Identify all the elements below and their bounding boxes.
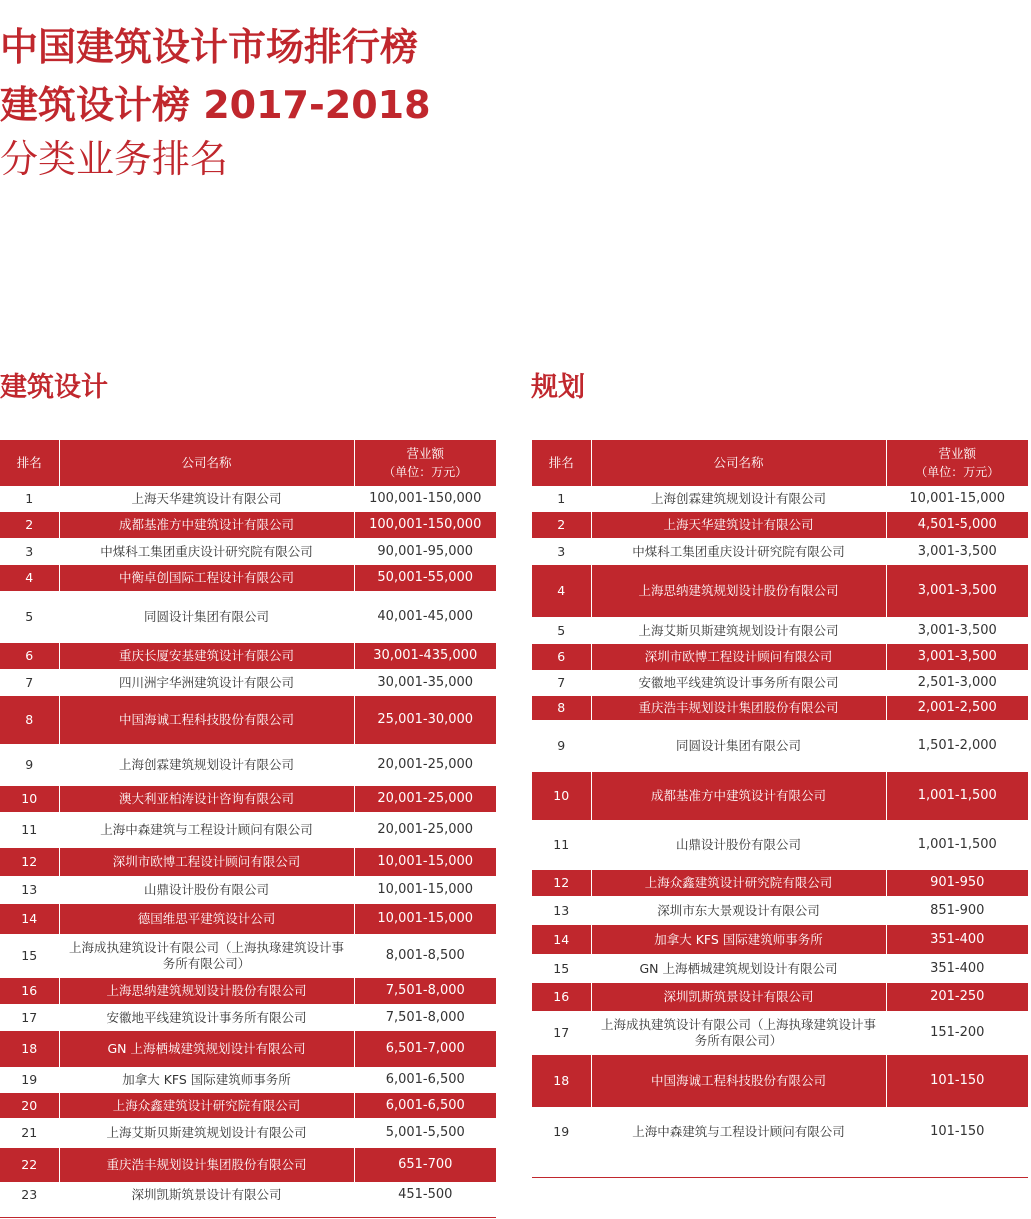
- architecture-ranking-table: [0, 440, 496, 1207]
- table-row: [0, 848, 496, 876]
- table-row: [0, 1182, 496, 1207]
- rank-cell: 23: [0, 1182, 59, 1207]
- revenue-cell: 1,001-1,500: [886, 772, 1028, 820]
- rank-cell: 14: [0, 904, 59, 934]
- revenue-cell: 3,001-3,500: [886, 644, 1028, 670]
- revenue-cell: 351-400: [886, 925, 1028, 954]
- rank-cell: 19: [532, 1107, 591, 1157]
- planning-ranking-table: [532, 440, 1028, 1157]
- revenue-cell: 201-250: [886, 983, 1028, 1011]
- company-cell: 上海创霖建筑规划设计有限公司: [591, 486, 886, 512]
- company-cell: 深圳市欧博工程设计顾问有限公司: [591, 644, 886, 670]
- revenue-cell: 351-400: [930, 960, 985, 976]
- revenue-cell: 6,001-6,500: [385, 1072, 465, 1087]
- table-row: [532, 538, 1028, 565]
- rank-column-header: 排名: [0, 440, 59, 486]
- rank-cell: 2: [0, 512, 59, 538]
- revenue-cell: 7,501-8,000: [385, 1009, 465, 1025]
- table-row: [0, 486, 496, 512]
- revenue-column-header: [886, 440, 1028, 486]
- page-category-title: 分类业务排名: [0, 137, 229, 181]
- table-row: [0, 669, 496, 696]
- rank-cell: 22: [0, 1148, 59, 1182]
- table-row: [0, 1067, 496, 1093]
- table-row: [532, 896, 1028, 925]
- company-cell: 重庆浩丰规划设计集团股份有限公司: [591, 696, 886, 720]
- company-cell: 成都基准方中建筑设计有限公司: [59, 512, 354, 538]
- table-row: [0, 786, 496, 812]
- table-row: [0, 812, 496, 848]
- revenue-cell: 10,001-15,000: [909, 491, 1006, 506]
- company-cell: 深圳市东大景观设计有限公司: [591, 896, 886, 925]
- rank-cell: 9: [532, 720, 591, 772]
- company-cell: GN 上海栖城建筑规划设计有限公司: [59, 1031, 354, 1067]
- rank-cell: 3: [0, 538, 59, 565]
- planning-table-bottom-rule: [532, 1177, 1028, 1178]
- rank-cell: 18: [0, 1031, 59, 1067]
- company-cell: GN 上海栖城建筑规划设计有限公司: [591, 954, 886, 983]
- company-cell: 山鼎设计股份有限公司: [59, 876, 354, 904]
- rank-cell: 5: [0, 591, 59, 643]
- table-row: [532, 925, 1028, 954]
- rank-cell: 8: [0, 696, 59, 744]
- company-column-header: 公司名称: [59, 440, 354, 486]
- table-row: [532, 720, 1028, 772]
- company-cell: 中国海诚工程科技股份有限公司: [59, 696, 354, 744]
- company-cell: 深圳凯斯筑景设计有限公司: [59, 1182, 354, 1207]
- company-cell: 同圆设计集团有限公司: [59, 591, 354, 643]
- rank-cell: 18: [532, 1055, 591, 1107]
- rank-cell: 17: [532, 1011, 591, 1055]
- revenue-cell: 8,001-8,500: [385, 948, 465, 963]
- company-cell: 中国海诚工程科技股份有限公司: [591, 1055, 886, 1107]
- table-row: [0, 591, 496, 643]
- revenue-cell: 5,001-5,500: [385, 1125, 465, 1140]
- rank-cell: 17: [0, 1004, 59, 1031]
- revenue-cell: 4,501-5,000: [886, 512, 1028, 538]
- revenue-cell: 10,001-15,000: [354, 904, 496, 934]
- rank-cell: 12: [0, 848, 59, 876]
- table-row: [532, 617, 1028, 644]
- table-row: [0, 978, 496, 1004]
- rank-cell: 2: [532, 512, 591, 538]
- table-row: [0, 904, 496, 934]
- revenue-cell: 20,001-25,000: [377, 822, 474, 837]
- table-row: [532, 870, 1028, 896]
- revenue-cell: 651-700: [354, 1148, 496, 1182]
- revenue-cell: 10,001-15,000: [354, 848, 496, 876]
- table-row: [0, 565, 496, 591]
- company-cell: 重庆浩丰规划设计集团股份有限公司: [59, 1148, 354, 1182]
- company-cell: 上海中森建筑与工程设计顾问有限公司: [591, 1107, 886, 1157]
- revenue-cell: 6,001-6,500: [354, 1093, 496, 1118]
- table-row: [0, 1031, 496, 1067]
- rank-cell: 20: [0, 1093, 59, 1118]
- table-row: [532, 983, 1028, 1011]
- rank-cell: 10: [0, 786, 59, 812]
- revenue-cell: 6,501-7,000: [354, 1031, 496, 1067]
- revenue-cell: 3,001-3,500: [886, 565, 1028, 617]
- table-row: [532, 772, 1028, 820]
- revenue-cell: 2,501-3,000: [917, 675, 997, 690]
- rank-cell: 10: [532, 772, 591, 820]
- company-cell: 上海创霖建筑规划设计有限公司: [59, 744, 354, 786]
- revenue-cell: 101-150: [930, 1124, 985, 1139]
- revenue-cell: 3,001-3,500: [917, 543, 997, 559]
- table-row: [532, 644, 1028, 670]
- table-row: [0, 538, 496, 565]
- table-row: [532, 820, 1028, 870]
- rank-cell: 9: [0, 744, 59, 786]
- table-row: [532, 565, 1028, 617]
- table-row: [0, 934, 496, 978]
- revenue-cell: 3,001-3,500: [917, 622, 997, 638]
- company-column-header: 公司名称: [591, 440, 886, 486]
- rank-cell: 11: [0, 812, 59, 848]
- table-row: [0, 696, 496, 744]
- table-row: [532, 1055, 1028, 1107]
- rank-cell: 3: [532, 538, 591, 565]
- rank-cell: 16: [532, 983, 591, 1011]
- company-cell: 同圆设计集团有限公司: [591, 720, 886, 772]
- company-cell: 上海中森建筑与工程设计顾问有限公司: [59, 812, 354, 848]
- architecture-ranking-panel: [0, 440, 496, 1207]
- rank-cell: 5: [532, 617, 591, 644]
- company-cell: 安徽地平线建筑设计事务所有限公司: [591, 670, 886, 696]
- revenue-cell: 25,001-30,000: [354, 696, 496, 744]
- table-row: [532, 1011, 1028, 1055]
- architecture-table-bottom-rule: [0, 1217, 496, 1218]
- revenue-cell: 1,501-2,000: [917, 738, 997, 753]
- table-row: [532, 670, 1028, 696]
- company-cell: 上海成执建筑设计有限公司（上海执瑑建筑设计事务所有限公司）: [591, 1011, 886, 1055]
- company-cell: 上海众鑫建筑设计研究院有限公司: [591, 870, 886, 896]
- rank-cell: 13: [0, 876, 59, 904]
- rank-cell: 15: [532, 954, 591, 983]
- revenue-cell: 20,001-25,000: [377, 757, 474, 772]
- revenue-cell: 851-900: [930, 902, 985, 918]
- page-subtitle: 建筑设计榜 2017-2018: [0, 83, 431, 127]
- rank-cell: 15: [0, 934, 59, 978]
- revenue-cell: 2,001-2,500: [886, 696, 1028, 720]
- revenue-cell: 901-950: [886, 870, 1028, 896]
- company-cell: 四川洲宇华洲建筑设计有限公司: [59, 669, 354, 696]
- rank-cell: 1: [532, 486, 591, 512]
- page-title: 中国建筑设计市场排行榜: [0, 25, 419, 69]
- rank-cell: 1: [0, 486, 59, 512]
- table-row: [0, 1148, 496, 1182]
- revenue-cell: 10,001-15,000: [377, 882, 474, 897]
- revenue-cell: 100,001-150,000: [354, 512, 496, 538]
- company-cell: 中煤科工集团重庆设计研究院有限公司: [591, 538, 886, 565]
- rank-column-header: 排名: [532, 440, 591, 486]
- table-row: [532, 696, 1028, 720]
- rank-cell: 4: [532, 565, 591, 617]
- rank-cell: 11: [532, 820, 591, 870]
- rank-cell: 21: [0, 1118, 59, 1148]
- company-cell: 上海思纳建筑规划设计股份有限公司: [59, 978, 354, 1004]
- rank-cell: 7: [532, 670, 591, 696]
- company-cell: 上海天华建筑设计有限公司: [591, 512, 886, 538]
- revenue-cell: 100,001-150,000: [369, 491, 482, 506]
- rank-cell: 12: [532, 870, 591, 896]
- revenue-cell: 30,001-35,000: [377, 674, 474, 690]
- table-row: [0, 1118, 496, 1148]
- rank-cell: 6: [532, 644, 591, 670]
- rank-cell: 16: [0, 978, 59, 1004]
- revenue-column-header: [354, 440, 496, 486]
- table-row: [0, 1093, 496, 1118]
- company-cell: 深圳凯斯筑景设计有限公司: [591, 983, 886, 1011]
- company-cell: 重庆长厦安基建筑设计有限公司: [59, 643, 354, 669]
- revenue-cell: 30,001-435,000: [354, 643, 496, 669]
- table-header-row: [532, 440, 1028, 486]
- revenue-cell: 20,001-25,000: [354, 786, 496, 812]
- revenue-header-label: 营业额: [406, 446, 444, 461]
- rank-cell: 6: [0, 643, 59, 669]
- company-cell: 德国维思平建筑设计公司: [59, 904, 354, 934]
- table-row: [532, 1107, 1028, 1157]
- revenue-cell: 40,001-45,000: [377, 609, 474, 624]
- company-cell: 上海艾斯贝斯建筑规划设计有限公司: [591, 617, 886, 644]
- rank-cell: 14: [532, 925, 591, 954]
- table-row: [532, 954, 1028, 983]
- revenue-header-label: 营业额: [938, 446, 976, 461]
- rank-cell: 7: [0, 669, 59, 696]
- revenue-unit-label: （单位：万元）: [915, 465, 1000, 479]
- company-cell: 加拿大 KFS 国际建筑师事务所: [59, 1067, 354, 1093]
- revenue-cell: 151-200: [930, 1025, 985, 1040]
- company-cell: 中煤科工集团重庆设计研究院有限公司: [59, 538, 354, 565]
- table-row: [532, 512, 1028, 538]
- rank-cell: 19: [0, 1067, 59, 1093]
- company-cell: 澳大利亚柏涛设计咨询有限公司: [59, 786, 354, 812]
- company-cell: 上海艾斯贝斯建筑规划设计有限公司: [59, 1118, 354, 1148]
- revenue-cell: 1,001-1,500: [917, 837, 997, 852]
- company-cell: 上海众鑫建筑设计研究院有限公司: [59, 1093, 354, 1118]
- revenue-cell: 7,501-8,000: [354, 978, 496, 1004]
- rank-cell: 13: [532, 896, 591, 925]
- rank-cell: 4: [0, 565, 59, 591]
- revenue-cell: 90,001-95,000: [377, 543, 474, 559]
- table-row: [0, 1004, 496, 1031]
- table-row: [0, 512, 496, 538]
- company-cell: 上海成执建筑设计有限公司（上海执瑑建筑设计事务所有限公司）: [59, 934, 354, 978]
- company-cell: 中衡卓创国际工程设计有限公司: [59, 565, 354, 591]
- company-cell: 山鼎设计股份有限公司: [591, 820, 886, 870]
- table-row: [0, 876, 496, 904]
- company-cell: 深圳市欧博工程设计顾问有限公司: [59, 848, 354, 876]
- revenue-cell: 101-150: [886, 1055, 1028, 1107]
- company-cell: 安徽地平线建筑设计事务所有限公司: [59, 1004, 354, 1031]
- company-cell: 上海思纳建筑规划设计股份有限公司: [591, 565, 886, 617]
- table-row: [0, 643, 496, 669]
- table-row: [532, 486, 1028, 512]
- company-cell: 加拿大 KFS 国际建筑师事务所: [591, 925, 886, 954]
- revenue-cell: 50,001-55,000: [354, 565, 496, 591]
- planning-ranking-panel: [532, 440, 1028, 1157]
- table-header-row: [0, 440, 496, 486]
- company-cell: 上海天华建筑设计有限公司: [59, 486, 354, 512]
- table-row: [0, 744, 496, 786]
- revenue-cell: 451-500: [398, 1186, 453, 1202]
- planning-section-title: 规划: [531, 372, 585, 403]
- rank-cell: 8: [532, 696, 591, 720]
- architecture-section-title: 建筑设计: [0, 372, 108, 403]
- revenue-unit-label: （单位：万元）: [383, 465, 468, 479]
- company-cell: 成都基准方中建筑设计有限公司: [591, 772, 886, 820]
